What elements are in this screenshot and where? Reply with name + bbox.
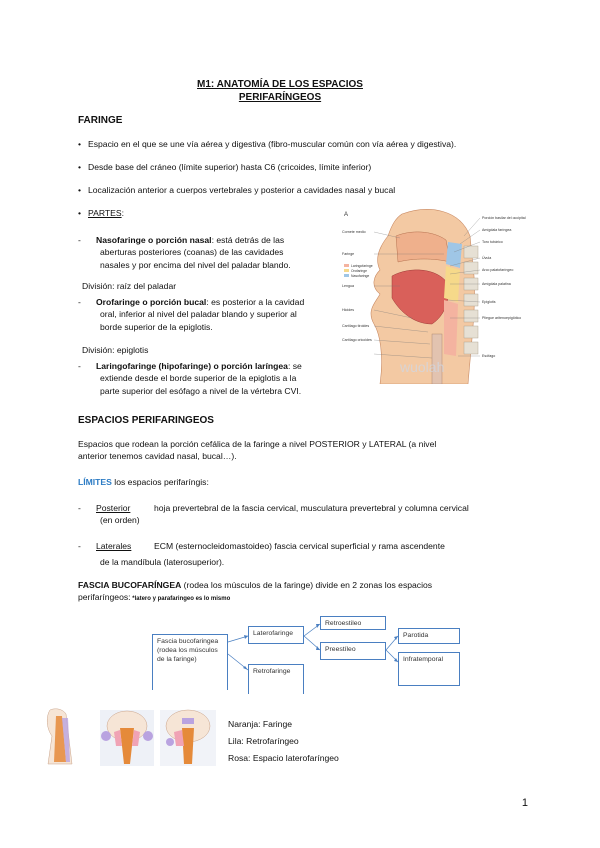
division-2: División: epiglotis: [82, 345, 149, 355]
bullet-text: Localización anterior a cuerpos vertebrales y posterior a cavidades nasal y bucal: [88, 185, 396, 195]
laringofaringe-l2: extiende desde el borde superior de la epiglotis a la: [100, 373, 297, 384]
label-faringe: Faringe: [342, 252, 355, 256]
color-legend: [228, 716, 339, 767]
box-infratemporal: Infratemporal: [398, 652, 460, 686]
orofaringe-l1: : es posterior a la cavidad: [206, 297, 305, 307]
label-pliegue: Pliegue aritenoepiglótico: [482, 316, 522, 320]
label-amigdala-faringea: Amígdala faríngea: [482, 228, 512, 232]
title-line-1: M1: ANATOMÍA DE LOS ESPACIOS: [197, 79, 363, 90]
limite-posterior: - Posterior hoja prevertebral de la fascia cervical, musculatura prevertebral y columna cervical (en orden): [78, 502, 538, 527]
fascia-note: *latero y parafaringeo es lo mismo: [130, 596, 231, 603]
nasofaringe-l2: aberturas posteriores (coanas) de las cavidades: [100, 247, 284, 258]
label-hioides: Hioides: [342, 308, 354, 312]
nasofaringe-item: - Nasofaringe o porción nasal: está detrás de las aberturas posteriores (coanas) de las cavidades nasales y por encima del nivel del paladar blando.: [78, 234, 346, 271]
espacios-intro-l1: Espacios que rodean la porción cefálica de la faringe a nivel POSTERIOR y LATERAL (a nivel: [78, 439, 437, 449]
nasofaringe-l3: nasales y por encima del nivel del paladar blando.: [100, 259, 291, 270]
orofaringe-l2: oral, inferior al nivel del paladar blando y superior al: [100, 309, 297, 320]
box-retrofaringe: Retrofaringe: [248, 664, 304, 694]
laterales-label: Laterales: [96, 541, 132, 551]
laterales-text: ECM (esternocleidomastoideo) fascia cervical superficial y rama ascendente: [154, 541, 445, 551]
fascia-flow-diagram: [150, 614, 466, 694]
legend-orofaringe: Orofaringe: [351, 269, 368, 273]
limite-laterales: - Laterales ECM (esternocleidomastoideo) fascia cervical superficial y rama ascendente de la mandíbula (laterosuperior).: [78, 540, 538, 569]
label-occipital: Porción basilar del occipital: [482, 216, 526, 220]
box-preestileo: Preestíleo: [320, 642, 386, 660]
posterior-text: hoja prevertebral de la fascia cervical, musculatura prevertebral y columna cervical: [154, 503, 469, 513]
laringofaringe-l1: : se: [287, 361, 302, 371]
legend-laringofaringe: Laringofaringe: [351, 264, 373, 268]
label-lengua: Lengua: [342, 284, 354, 288]
fascia-bold: FASCIA BUCOFARÍNGEA: [78, 580, 182, 590]
fascia-l2: perifaríngeos:: [78, 592, 131, 603]
orofaringe-item: - Orofaringe o porción bucal: es posterior a la cavidad oral, inferior al nivel del paladar blando y superior al borde superior de la epiglotis.: [78, 296, 350, 333]
laringofaringe-item: - Laringofaringe (hipofaringe) o porción laríngea: se extiende desde el borde superior de la epiglotis a la parte superior del esófago a nivel de la vértebra CVI.: [78, 360, 350, 397]
faringe-heading: FARINGE: [78, 115, 123, 126]
label-toro: Toro tubárico: [482, 240, 503, 244]
posterior-label: Posterior: [96, 503, 131, 513]
partes-colon: :: [121, 208, 124, 218]
posterior-text2: (en orden): [100, 515, 140, 526]
espacios-heading: ESPACIOS PERIFARINGEOS: [78, 415, 214, 426]
watermark: wuolah: [400, 359, 445, 375]
pharynx-anatomy-figure: [340, 206, 548, 384]
title-line-2: PERIFARÍNGEOS: [238, 92, 322, 103]
fascia-paragraph: [78, 579, 526, 604]
label-arco: Arco palatofaríngeo: [482, 268, 514, 272]
laringofaringe-name: Laringofaringe (hipofaringe) o porción laríngea: [96, 361, 288, 371]
label-cricoides: Cartílago cricoides: [342, 338, 372, 342]
faringe-bullet-1: • Espacio en el que se une vía aérea y digestiva (fibro-muscular común con vía aérea y digestiva).: [78, 139, 457, 149]
box-fascia-bucofaringea: Fascia bucofaringea (rodea los músculos de la faringe): [152, 634, 228, 690]
limites-word: LÍMITES: [78, 477, 112, 487]
label-uvula: Úvula: [482, 256, 492, 260]
bullet-text: Espacio en el que se une vía aérea y digestiva (fibro-muscular común con vía aérea y digestiva).: [88, 139, 457, 149]
partes-bullet: • PARTES:: [78, 208, 124, 218]
legend-rosa: Rosa: Espacio laterofaríngeo: [228, 753, 339, 763]
espacios-intro: [78, 438, 526, 463]
nasofaringe-name: Nasofaringe o porción nasal: [96, 235, 212, 245]
page-title: [0, 78, 560, 104]
faringe-bullet-3: • Localización anterior a cuerpos vertebrales y posterior a cavidades nasal y bucal: [78, 185, 396, 195]
legend-lila: Lila: Retrofaríngeo: [228, 736, 299, 746]
division-1: División: raíz del paladar: [82, 281, 177, 291]
figure-letter: A: [344, 212, 349, 218]
faringe-bullet-2: • Desde base del cráneo (límite superior) hasta C6 (cricoides, límite inferior): [78, 162, 372, 172]
bullet-text: Desde base del cráneo (límite superior) hasta C6 (cricoides, límite inferior): [88, 162, 372, 172]
colored-neck-figures: [40, 706, 220, 768]
orofaringe-l3: borde superior de la epiglotis.: [100, 321, 213, 332]
nasofaringe-l1: : está detrás de las: [211, 235, 285, 245]
legend-nasofaringe: Nasofaringe: [351, 274, 370, 278]
label-epiglotis: Epiglotis: [482, 300, 496, 304]
limites-rest: los espacios perifaríngis:: [111, 477, 209, 487]
label-esofago: Esófago: [482, 354, 496, 358]
label-cornete: Cornete medio: [342, 230, 366, 234]
page-number: 1: [521, 797, 528, 809]
limites-line: [78, 476, 209, 488]
legend-naranja: Naranja: Faringe: [228, 719, 293, 729]
neck-spaces-illustration: [40, 706, 220, 768]
laringofaringe-l3: parte superior del esófago a nivel de la vértebra CVI.: [100, 385, 302, 396]
box-parotida: Parotida: [398, 628, 460, 644]
pharynx-sagittal-illustration: [340, 206, 548, 384]
label-amigdala-palatina: Amígdala palatina: [482, 282, 511, 286]
orofaringe-name: Orofaringe o porción bucal: [96, 297, 207, 307]
box-laterofaringe: Laterofaringe: [248, 626, 304, 644]
box-retroestileo: Retroestileo: [320, 616, 386, 630]
fascia-l1: (rodea los músculos de la faringe) divide en 2 zonas los espacios: [181, 580, 433, 590]
partes-label: PARTES: [88, 208, 122, 218]
espacios-intro-l2: anterior tenemos cavidad nasal, bucal…).: [78, 451, 237, 462]
label-tiroides: Cartílago tiroides: [342, 324, 370, 328]
laterales-text2: de la mandíbula (laterosuperior).: [100, 557, 225, 568]
